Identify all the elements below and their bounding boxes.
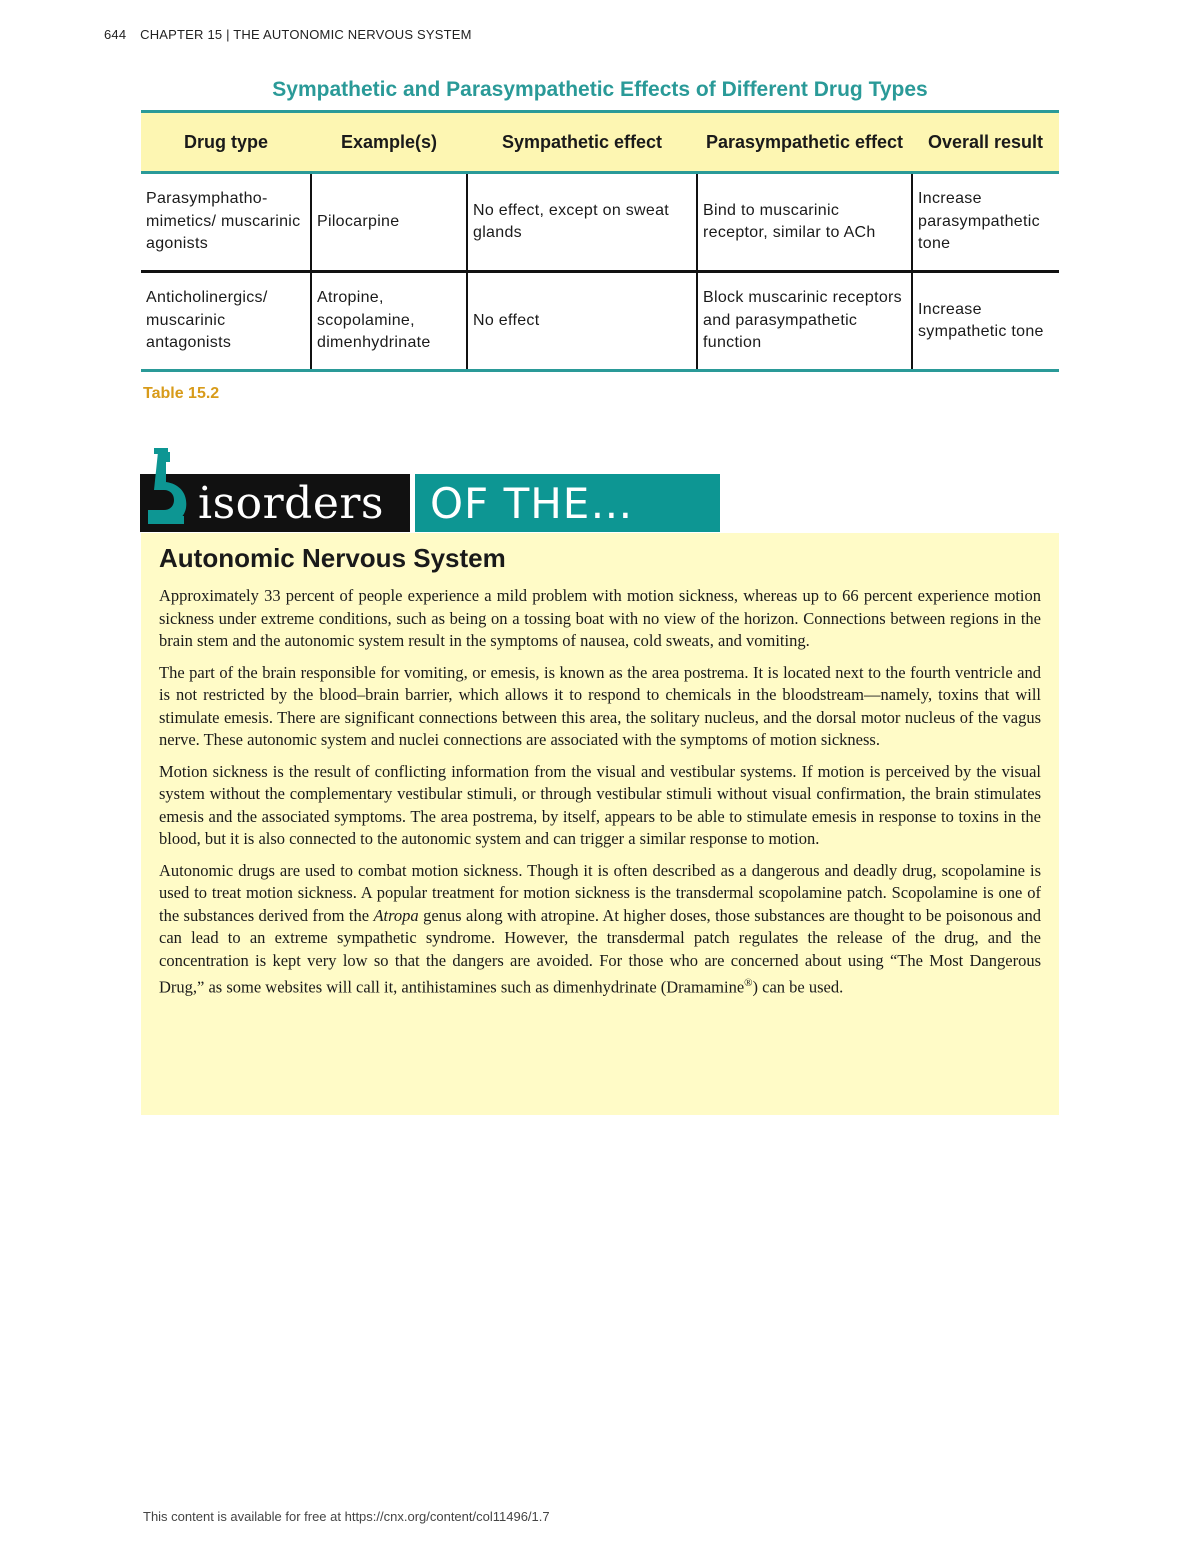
- genus-name: Atropa: [373, 905, 419, 925]
- microscope-d-icon: [146, 448, 194, 528]
- body-paragraph: Motion sickness is the result of conflicting information from the visual and vestibular systems. If motion is perceived by the visual system without the complementary vestibular stimuli, or through vestibular stimuli without visual confirmation, the brain stimulates emesis and the associated symptoms. The area postrema, by itself, appears to be able to stimulate emesis in response to toxins in the blood, but it is also connected to the autonomic system and can trigger a similar response to motion.: [159, 761, 1041, 848]
- paragraph-text: ) can be used.: [752, 977, 844, 997]
- paragraph-text: genus along with atropine. At higher doses, those substances are thought to be poisonous and can lead to an extreme sympathetic syndrome. However, the transdermal patch regulates the release of the drug, and the concentration is kept very low so that the dangers are avoided. For those who are concerned about using “The Most Dangerous Drug,” as some websites will call it, antihistamines such as dimenhydrinate (Dramamine: [159, 905, 1041, 997]
- table-cell: No effect: [467, 272, 697, 371]
- body-paragraph: [159, 860, 1041, 1000]
- column-header: Drug type: [141, 112, 311, 173]
- registered-mark: ®: [744, 977, 753, 989]
- disorders-banner: [140, 448, 720, 532]
- table-cell: Block muscarinic receptors and parasympathetic function: [697, 272, 912, 371]
- running-head: [104, 27, 472, 42]
- paragraph-text: Autonomic drugs are used to combat motion sickness. Though it is often described as a dangerous and deadly drug, scopolamine is used to treat motion sickness. A popular treatment for motion sickness is the transdermal scopolamine patch. Scopolamine is one of the substances derived from the: [159, 860, 1041, 925]
- column-header: Example(s): [311, 112, 467, 173]
- table-header-row: [141, 112, 1059, 173]
- column-header: Parasympathetic effect: [697, 112, 912, 173]
- disorders-feature-box: [141, 533, 1059, 1115]
- table-cell: No effect, except on sweat glands: [467, 173, 697, 272]
- drug-effects-table: [141, 110, 1059, 372]
- banner-word: isorders: [198, 478, 384, 529]
- body-paragraph: Approximately 33 percent of people experience a mild problem with motion sickness, whereas up to 66 percent experience motion sickness under extreme conditions, such as being on a tossing boat with no view of the horizon. Connections between regions in the brain stem and the autonomic system result in the symptoms of nausea, cold sweats, and vomiting.: [159, 586, 1041, 650]
- table-cell: Anticholinergics/ muscarinic antagonists: [141, 272, 311, 371]
- feature-body: [159, 585, 1041, 1008]
- table-cell: Parasymphatho-mimetics/ muscarinic agonists: [141, 173, 311, 272]
- banner-suffix: OF THE…: [430, 479, 634, 528]
- table-caption: Table 15.2: [143, 385, 220, 402]
- table-cell: Bind to muscarinic receptor, similar to ACh: [697, 173, 912, 272]
- table-cell: Pilocarpine: [311, 173, 467, 272]
- body-paragraph: The part of the brain responsible for vomiting, or emesis, is known as the area postrema. It is located next to the fourth ventricle and is not restricted by the blood–brain barrier, which allows it to respond to chemicals in the bloodstream—namely, toxins that will stimulate emesis. There are significant connections between this area, the solitary nucleus, and the dorsal motor nucleus of the vagus nerve. These autonomic system and nuclei connections are associated with the symptoms of motion sickness.: [159, 662, 1041, 749]
- chapter-title: CHAPTER 15 | THE AUTONOMIC NERVOUS SYSTEM: [140, 27, 472, 42]
- footer-notice: This content is available for free at https://cnx.org/content/col11496/1.7: [143, 1509, 550, 1524]
- table-title: Sympathetic and Parasympathetic Effects of Different Drug Types: [272, 78, 928, 101]
- column-header: Overall result: [912, 112, 1059, 173]
- table-cell: Increase sympathetic tone: [912, 272, 1059, 371]
- column-header: Sympathetic effect: [467, 112, 697, 173]
- page-number: 644: [104, 27, 127, 42]
- table-row: [141, 272, 1059, 371]
- table-row: [141, 173, 1059, 272]
- table-cell: Increase parasympathetic tone: [912, 173, 1059, 272]
- table-cell: Atropine, scopolamine, dimenhydrinate: [311, 272, 467, 371]
- feature-heading: Autonomic Nervous System: [159, 543, 506, 573]
